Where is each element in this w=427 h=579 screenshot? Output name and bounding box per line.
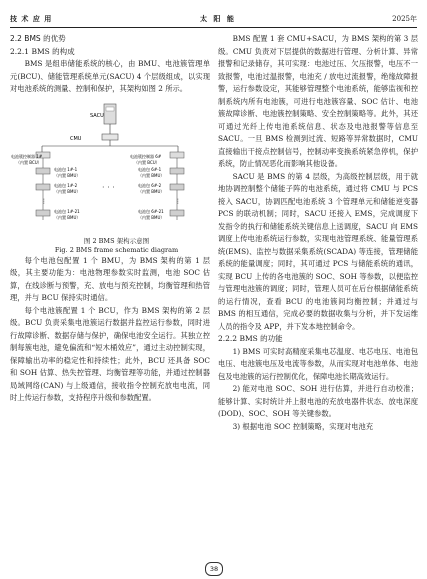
ellipsis: ⋮ — [175, 197, 181, 205]
pack-label: 电池包 6#-21 — [138, 208, 164, 214]
paragraph: 每个电池包配置 1 个 BMU，为 BMS 架构的第 1 层级，其主要功能为：电池物理参数实时监测，电池 SOC 估算，在线诊断与预警，充、放电与预充控制，均衡管理和热管理，并与 BCU 保持实时通信。 — [10, 255, 210, 302]
battery-pack-icon — [36, 184, 50, 190]
pack-label: 电池包 6#-1 — [138, 166, 162, 172]
bcu-right-icon — [170, 152, 184, 158]
ellipsis: ⋮ — [41, 197, 47, 205]
battery-pack-icon — [170, 184, 184, 190]
pack-label: 电池包 1#-21 — [54, 208, 80, 214]
cmu-device-icon — [102, 134, 118, 140]
pack-sub: （内置 BMU） — [54, 188, 81, 194]
subsection-title: 2.2.2 BMS 的功能 — [218, 334, 283, 343]
paragraph: BMS 是组串储能系统的核心，由 BMU、电池簇管理单元(BCU)、储能管理系统单元(SACU) 4 个层级组成，以实现对电池系统的测量、控制和保护，其架构如图 2 所示。 — [10, 59, 210, 93]
header-rule — [10, 27, 417, 28]
right-column — [218, 33, 418, 433]
pack-sub: （内置 BMU） — [54, 172, 81, 178]
bcu-right-sub: （内置 BCU） — [134, 159, 160, 165]
header-section-label: 技 术 应 用 — [10, 15, 53, 23]
bms-architecture-figure — [10, 100, 210, 235]
cmu-label: CMU — [70, 135, 82, 142]
paragraph: 每个电池簇配置 1 个 BCU，作为 BMS 架构的第 2 层级。BCU 负责采集电池簇运行数据并监控运行参数，同时进行故障诊断、数据存储与保护，确保电池安全运行。其独立控制每簇电池，避免偏流和“短木桶效应”，通过主动控制实现，保障输出功率的稳定性和持续性；此外，BCU 还具备 SOC 和 SOH 估算、热失控管理、均衡管理等功能，并通过控制器局域网络(CAN) 与上级通信，接收指令控制充放电电流，同时上传运行参数，支持程序升级和参数配置。 — [10, 305, 210, 402]
paragraph: BMS 配置 1 套 CMU+SACU，为 BMS 架构的第 3 层级。CMU 负责对下层提供的数据进行管理、分析计算、异常报警和记录储存，其可实现：电池过压、欠压报警，电压不一致报警，电池过温报警，电池充 / 放电过流报警，绝缘故障报警，运行参数设定，其能够管理整个电池系统，能够监视和控制系统内所有电池簇，可进行电池簇容量、SOC 估计、电池簇故障诊断、电池簇控制策略、安全控制策略等。此外，其还可通过光纤上传电池系统信息、状态及电池报警等信息至 SACU。一旦 BMS 检测到过流、短路等异常数据时，CMU 直接输出干接点控制信号，控制动率变换系统紧急停机，保护系统，防止情况恶化而影响其他设备。 — [218, 34, 418, 168]
bcu-right-label: 电池簇控制器 6# — [130, 153, 162, 159]
page-number: 38 — [205, 562, 223, 576]
section-title: 2.2 BMS 的优势 — [10, 34, 66, 43]
pack-sub: （内置 BMU） — [138, 188, 165, 194]
pack-label: 电池包 1#-2 — [54, 182, 78, 188]
pack-label: 电池包 1#-1 — [54, 166, 78, 172]
left-column — [10, 33, 210, 405]
header-year: 2025年 — [392, 15, 417, 23]
subsection-title: 2.2.1 BMS 的构成 — [10, 46, 75, 56]
paragraph: 1) BMS 可实时高精度采集电芯温度、电芯电压、电池包电压、电池簇电压及电流等参数，从而实现对电池单体、电池包及电池簇的运行控制优化，保障电池长期高效运行。 — [218, 346, 418, 381]
battery-pack-icon — [36, 168, 50, 174]
battery-pack-icon — [36, 210, 50, 216]
pack-sub: （内置 BMU） — [138, 214, 165, 220]
pack-sub: （内置 BMU） — [138, 172, 165, 178]
paragraph: 2) 能对电池 SOC、SOH 进行估算，并进行自动校准；能够计算、实时统计并上报电池的充放电器件状态、放电深度(DOD)、SOC、SOH 等关键参数。 — [218, 384, 418, 418]
running-header — [10, 13, 417, 25]
pack-label: 电池包 6#-2 — [138, 182, 162, 188]
paragraph: SACU 是 BMS 的第 4 层级，为高级控制层级，用于就地协调控制整个储能子阵的电池系统，通过将 CMU 与 PCS 接入 SACU，协调匹配电池系统 3 个管理单元和储能逆变器 PCS 的联动机制；同时，SACU 还接入 EMS，完成调度下发指令的执行和储能系统关键信息上送调度，SACU 向 EMS 调度上传电池系统运行参数，实现电池管理系统、能量管理系统(EMS)、监控与数据采集系统(SCADA) 等连接，管理储能系统的能量调度；同时，其可通过 PCS 与储能系统的通讯，实现 BCU 上传的各电池簇的 SOC、SOH 等参数，以便监控与管理电池簇的调度；同时，管理人员可在后台根据储能系统的运行情况，查看 BCU 的电池簇间均衡控制；并通过与 BMS 的相互通信，完成必要的数据收集与分析，并下发运维人员的指令及 APP，并下发本地控制命令。 — [218, 171, 418, 331]
pack-sub: （内置 BMU） — [54, 214, 81, 220]
bms-architecture-diagram — [10, 100, 210, 235]
bcu-left-label: 电池簇控制器 1# — [11, 153, 43, 159]
bcu-left-sub: （内置 BCU） — [16, 159, 42, 165]
figure-caption-en: Fig. 2 BMS frame schematic diagram — [54, 245, 179, 254]
sacu-label: SACU — [90, 112, 104, 119]
battery-pack-icon — [170, 168, 184, 174]
header-journal-name: 太 阳 能 — [200, 15, 236, 23]
paragraph: 3) 根据电池 SOC 控制策略，实现对电池充 — [232, 421, 374, 431]
figure-caption-cn: 图 2 BMS 架构示意图 — [83, 236, 150, 245]
svg-text:· · ·: · · · — [102, 182, 115, 192]
battery-pack-icon — [170, 210, 184, 216]
